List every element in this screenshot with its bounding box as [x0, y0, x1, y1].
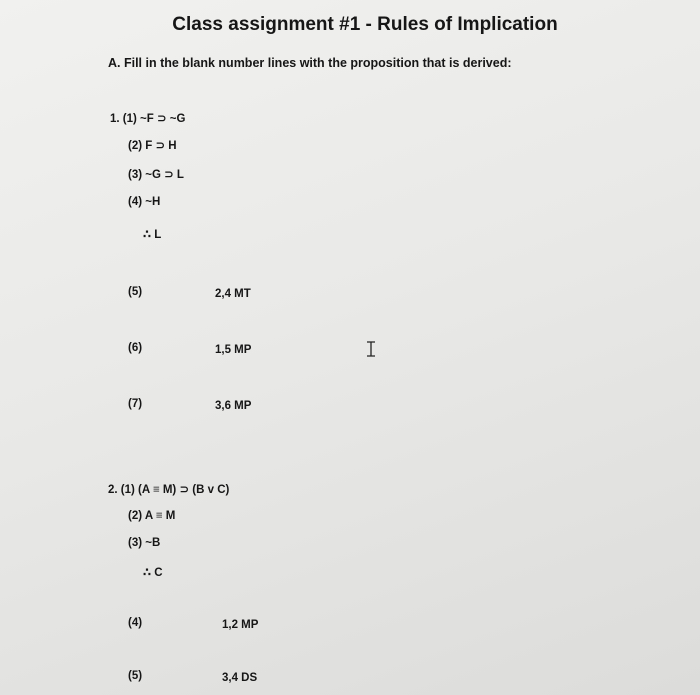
step-justification: 2,4 MT [215, 288, 251, 300]
premise-line: (3) ~B [128, 537, 161, 549]
instruction-text: A. Fill in the blank number lines with the proposition that is derived: [108, 56, 512, 70]
premise-line: 2. (1) (A ≡ M) ⊃ (B v C) [108, 484, 230, 496]
conclusion-line: ∴ L [143, 229, 162, 241]
step-label: (5) [128, 286, 143, 298]
step-label: (7) [128, 398, 143, 410]
step-justification: 3,4 DS [222, 672, 258, 684]
text-cursor-icon [366, 341, 376, 357]
premise-line: (2) A ≡ M [128, 510, 176, 522]
step-label: (4) [128, 617, 143, 629]
page-title: Class assignment #1 - Rules of Implication [172, 14, 558, 35]
premise-line: (3) ~G ⊃ L [128, 169, 184, 181]
premise-line: (4) ~H [128, 196, 161, 208]
step-label: (6) [128, 342, 143, 354]
step-justification: 1,5 MP [215, 344, 252, 356]
step-justification: 1,2 MP [222, 619, 259, 631]
step-label: (5) [128, 670, 143, 682]
conclusion-line: ∴ C [143, 567, 163, 579]
premise-line: (2) F ⊃ H [128, 140, 177, 152]
premise-line: 1. (1) ~F ⊃ ~G [110, 113, 186, 125]
step-justification: 3,6 MP [215, 400, 252, 412]
